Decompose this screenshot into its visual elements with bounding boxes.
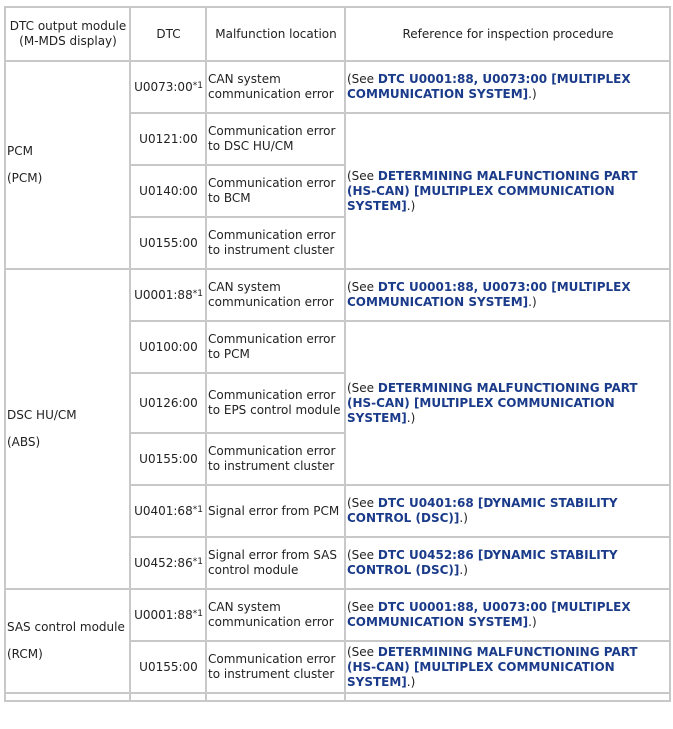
header-location: Malfunction location [206, 7, 345, 61]
footnote-mark: *1 [192, 288, 203, 299]
dtc-code: U0452:86 [134, 555, 193, 570]
location-cell: Communication error to DSC HU/CM [206, 113, 345, 165]
dtc-cell [130, 589, 206, 641]
header-dtc: DTC [130, 7, 206, 61]
footnote-mark: *1 [192, 504, 203, 515]
table-row [5, 61, 670, 113]
dtc-code: U0001:88 [134, 287, 193, 302]
location-cell: CAN system communication error [206, 269, 345, 321]
location-cell: CAN system communication error [206, 61, 345, 113]
dtc-table [4, 6, 671, 702]
dtc-cell [130, 217, 206, 269]
reference-link[interactable]: DTC U0001:88, U0073:00 [MULTIPLEX COMMUNICATION SYSTEM] [347, 280, 631, 309]
module-abbr: (PCM) [7, 171, 43, 185]
reference-cell [345, 321, 670, 485]
location-cell: Signal error from SAS control module [206, 537, 345, 589]
dtc-code: U0100:00 [139, 339, 198, 354]
dtc-cell [130, 165, 206, 217]
dtc-cell [130, 373, 206, 433]
header-reference: Reference for inspection procedure [345, 7, 670, 61]
empty-cell [5, 693, 130, 701]
dtc-code: U0401:68 [134, 503, 193, 518]
reference-link[interactable]: DTC U0001:88, U0073:00 [MULTIPLEX COMMUNICATION SYSTEM] [347, 600, 631, 629]
reference-link[interactable]: DTC U0452:86 [DYNAMIC STABILITY CONTROL (DSC)] [347, 548, 618, 577]
ref-prefix: (See [347, 600, 378, 614]
ref-suffix: .) [406, 674, 416, 689]
reference-cell [345, 537, 670, 589]
ref-suffix: .) [528, 615, 537, 629]
ref-prefix: (See [347, 548, 378, 562]
footnote-mark: *1 [192, 608, 203, 619]
module-abbr: (ABS) [7, 435, 41, 449]
dtc-cell [130, 433, 206, 485]
location-cell: Communication error to EPS control module [206, 373, 345, 433]
reference-link[interactable]: DETERMINING MALFUNCTIONING PART (HS-CAN) [MULTIPLEX COMMUNICATION SYSTEM] [347, 380, 638, 425]
reference-link[interactable]: DTC U0001:88, U0073:00 [MULTIPLEX COMMUNICATION SYSTEM] [347, 72, 631, 101]
ref-suffix: .) [459, 563, 468, 577]
ref-prefix: (See [347, 168, 378, 183]
reference-cell [345, 641, 670, 693]
location-cell: Communication error to PCM [206, 321, 345, 373]
module-name: PCM [7, 144, 33, 158]
dtc-code: U0126:00 [139, 395, 198, 410]
ref-suffix: .) [528, 87, 537, 101]
location-cell: Communication error to instrument cluster [206, 217, 345, 269]
module-cell [5, 61, 130, 269]
ref-prefix: (See [347, 496, 378, 510]
location-cell: Communication error to BCM [206, 165, 345, 217]
dtc-cell [130, 485, 206, 537]
ref-prefix: (See [347, 644, 378, 659]
location-cell: Signal error from PCM [206, 485, 345, 537]
ref-prefix: (See [347, 380, 378, 395]
module-name: SAS control module [7, 620, 125, 634]
location-cell: CAN system communication error [206, 589, 345, 641]
footnote-mark: *1 [192, 556, 203, 567]
reference-cell [345, 589, 670, 641]
empty-cell [130, 693, 206, 701]
ref-suffix: .) [406, 410, 416, 425]
dtc-cell [130, 537, 206, 589]
dtc-cell [130, 61, 206, 113]
reference-cell [345, 485, 670, 537]
dtc-code: U0155:00 [139, 235, 198, 250]
ref-suffix: .) [459, 511, 468, 525]
reference-link[interactable]: DTC U0401:68 [DYNAMIC STABILITY CONTROL (DSC)] [347, 496, 618, 525]
dtc-cell [130, 269, 206, 321]
dtc-cell [130, 113, 206, 165]
table-row-cut [5, 693, 670, 701]
empty-cell [345, 693, 670, 701]
footnote-mark: *1 [192, 80, 203, 91]
dtc-cell [130, 641, 206, 693]
module-cell [5, 269, 130, 589]
location-cell: Communication error to instrument cluster [206, 433, 345, 485]
reference-cell [345, 113, 670, 269]
reference-link[interactable]: DETERMINING MALFUNCTIONING PART (HS-CAN) [MULTIPLEX COMMUNICATION SYSTEM] [347, 168, 638, 213]
ref-prefix: (See [347, 280, 378, 294]
dtc-code: U0121:00 [139, 131, 198, 146]
ref-suffix: .) [406, 198, 416, 213]
reference-link[interactable]: DETERMINING MALFUNCTIONING PART (HS-CAN) [MULTIPLEX COMMUNICATION SYSTEM] [347, 644, 638, 689]
header-row [5, 7, 670, 61]
dtc-code: U0001:88 [134, 607, 193, 622]
dtc-code: U0155:00 [139, 451, 198, 466]
ref-prefix: (See [347, 72, 378, 86]
reference-cell [345, 61, 670, 113]
empty-cell [206, 693, 345, 701]
module-abbr: (RCM) [7, 647, 43, 661]
dtc-code: U0073:00 [134, 79, 193, 94]
dtc-code: U0140:00 [139, 183, 198, 198]
location-cell: Communication error to instrument cluster [206, 641, 345, 693]
ref-suffix: .) [528, 295, 537, 309]
dtc-code: U0155:00 [139, 659, 198, 674]
header-module: DTC output module (M-MDS display) [5, 7, 130, 61]
dtc-cell [130, 321, 206, 373]
module-name: DSC HU/CM [7, 408, 77, 422]
module-cell [5, 589, 130, 693]
reference-cell [345, 269, 670, 321]
table-row [5, 589, 670, 641]
table-row [5, 269, 670, 321]
